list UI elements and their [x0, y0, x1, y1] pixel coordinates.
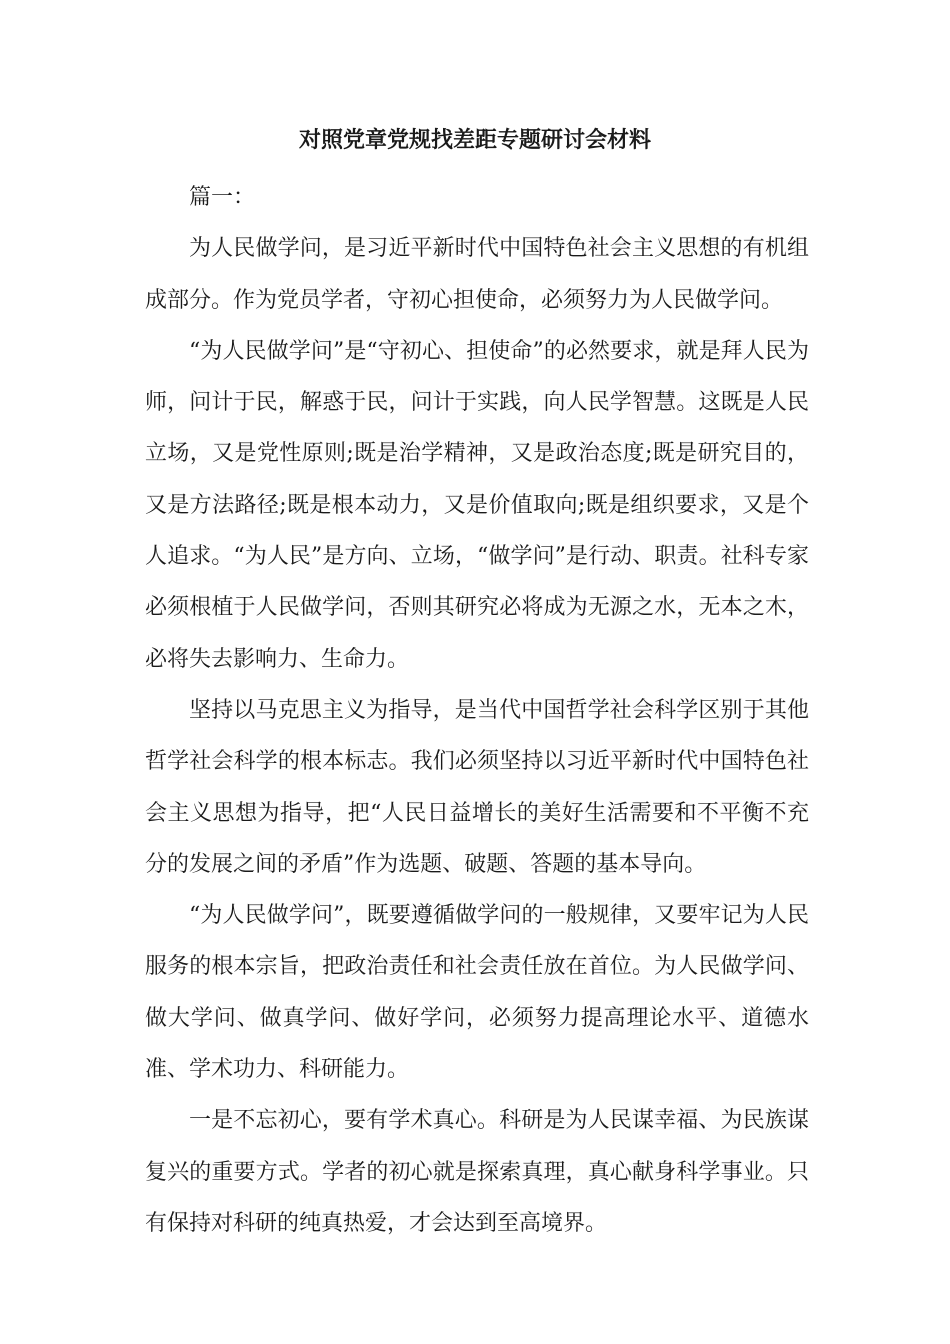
document-body [145, 172, 809, 1249]
paragraph: 为人民做学问，是习近平新时代中国特色社会主义思想的有机组成部分。作为党员学者，守初心担使命，必须努力为人民做学问。 [145, 236, 809, 313]
paragraph: 一是不忘初心，要有学术真心。科研是为人民谋幸福、为民族谋复兴的重要方式。学者的初心就是探索真理，真心献身科学事业。只有保持对科研的纯真热爱，才会达到至高境界。 [145, 1108, 809, 1236]
paragraph: “为人民做学问”，既要遵循做学问的一般规律，又要牢记为人民服务的根本宗旨，把政治责任和社会责任放在首位。为人民做学问、做大学问、做真学问、做好学问，必须努力提高理论水平、道德水准、学术功力、科研能力。 [145, 903, 809, 1083]
paragraph: 坚持以马克思主义为指导，是当代中国哲学社会科学区别于其他哲学社会科学的根本标志。我们必须坚持以习近平新时代中国特色社会主义思想为指导，把“人民日益增长的美好生活需要和不平衡不充分的发展之间的矛盾”作为选题、破题、答题的基本导向。 [145, 697, 809, 877]
paragraph-section-label: 篇一： [189, 185, 256, 210]
paragraph: “为人民做学问”是“守初心、担使命”的必然要求，就是拜人民为师，问计于民，解惑于民，问计于实践，向人民学智慧。这既是人民立场，又是党性原则;既是治学精神，又是政治态度;既是研究目的，又是方法路径;既是根本动力，又是价值取向;既是组织要求，又是个人追求。“为人民”是方向、立场，“做学问”是行动、职责。社科专家必须根植于人民做学问，否则其研究必将成为无源之水，无本之木，必将失去影响力、生命力。 [145, 338, 809, 672]
document-title: 对照党章党规找差距专题研讨会材料 [298, 127, 651, 153]
